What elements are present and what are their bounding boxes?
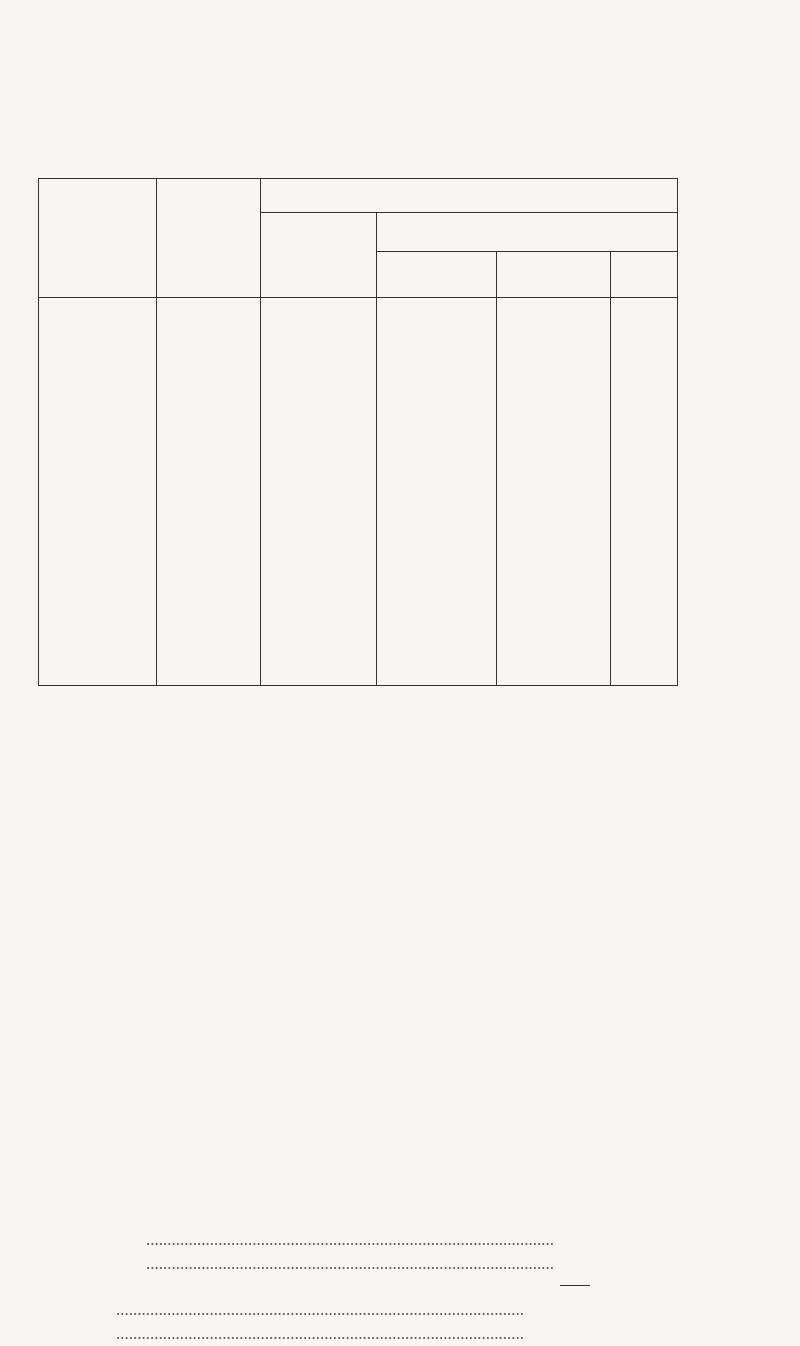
table-top-rule [38,178,678,179]
col-rule-1 [156,178,157,686]
col-rule-3 [376,212,377,686]
header-bottom-rule [38,297,678,298]
subtotal-dash [560,1285,590,1286]
dot-leader: ................................................................................................ [116,1300,524,1319]
col-rule-5 [610,251,611,686]
table-right-rule [677,178,678,686]
dot-leader: ................................................................................................ [146,1230,554,1249]
circular-line [116,1324,524,1346]
special-line [116,1300,524,1322]
table-bottom-rule [38,685,678,686]
col-rule-4 [496,251,497,686]
table-left-rule [38,178,39,686]
col-rule-2 [260,178,261,686]
lodgers-table [38,178,678,686]
informal-line [146,1230,554,1252]
statutory-line [146,1254,554,1276]
dot-leader: ................................................................................................ [116,1324,524,1343]
lodgers-group-rule [260,212,678,213]
dot-leader: ................................................................................................ [146,1254,554,1273]
occupying-group-rule [376,251,678,252]
